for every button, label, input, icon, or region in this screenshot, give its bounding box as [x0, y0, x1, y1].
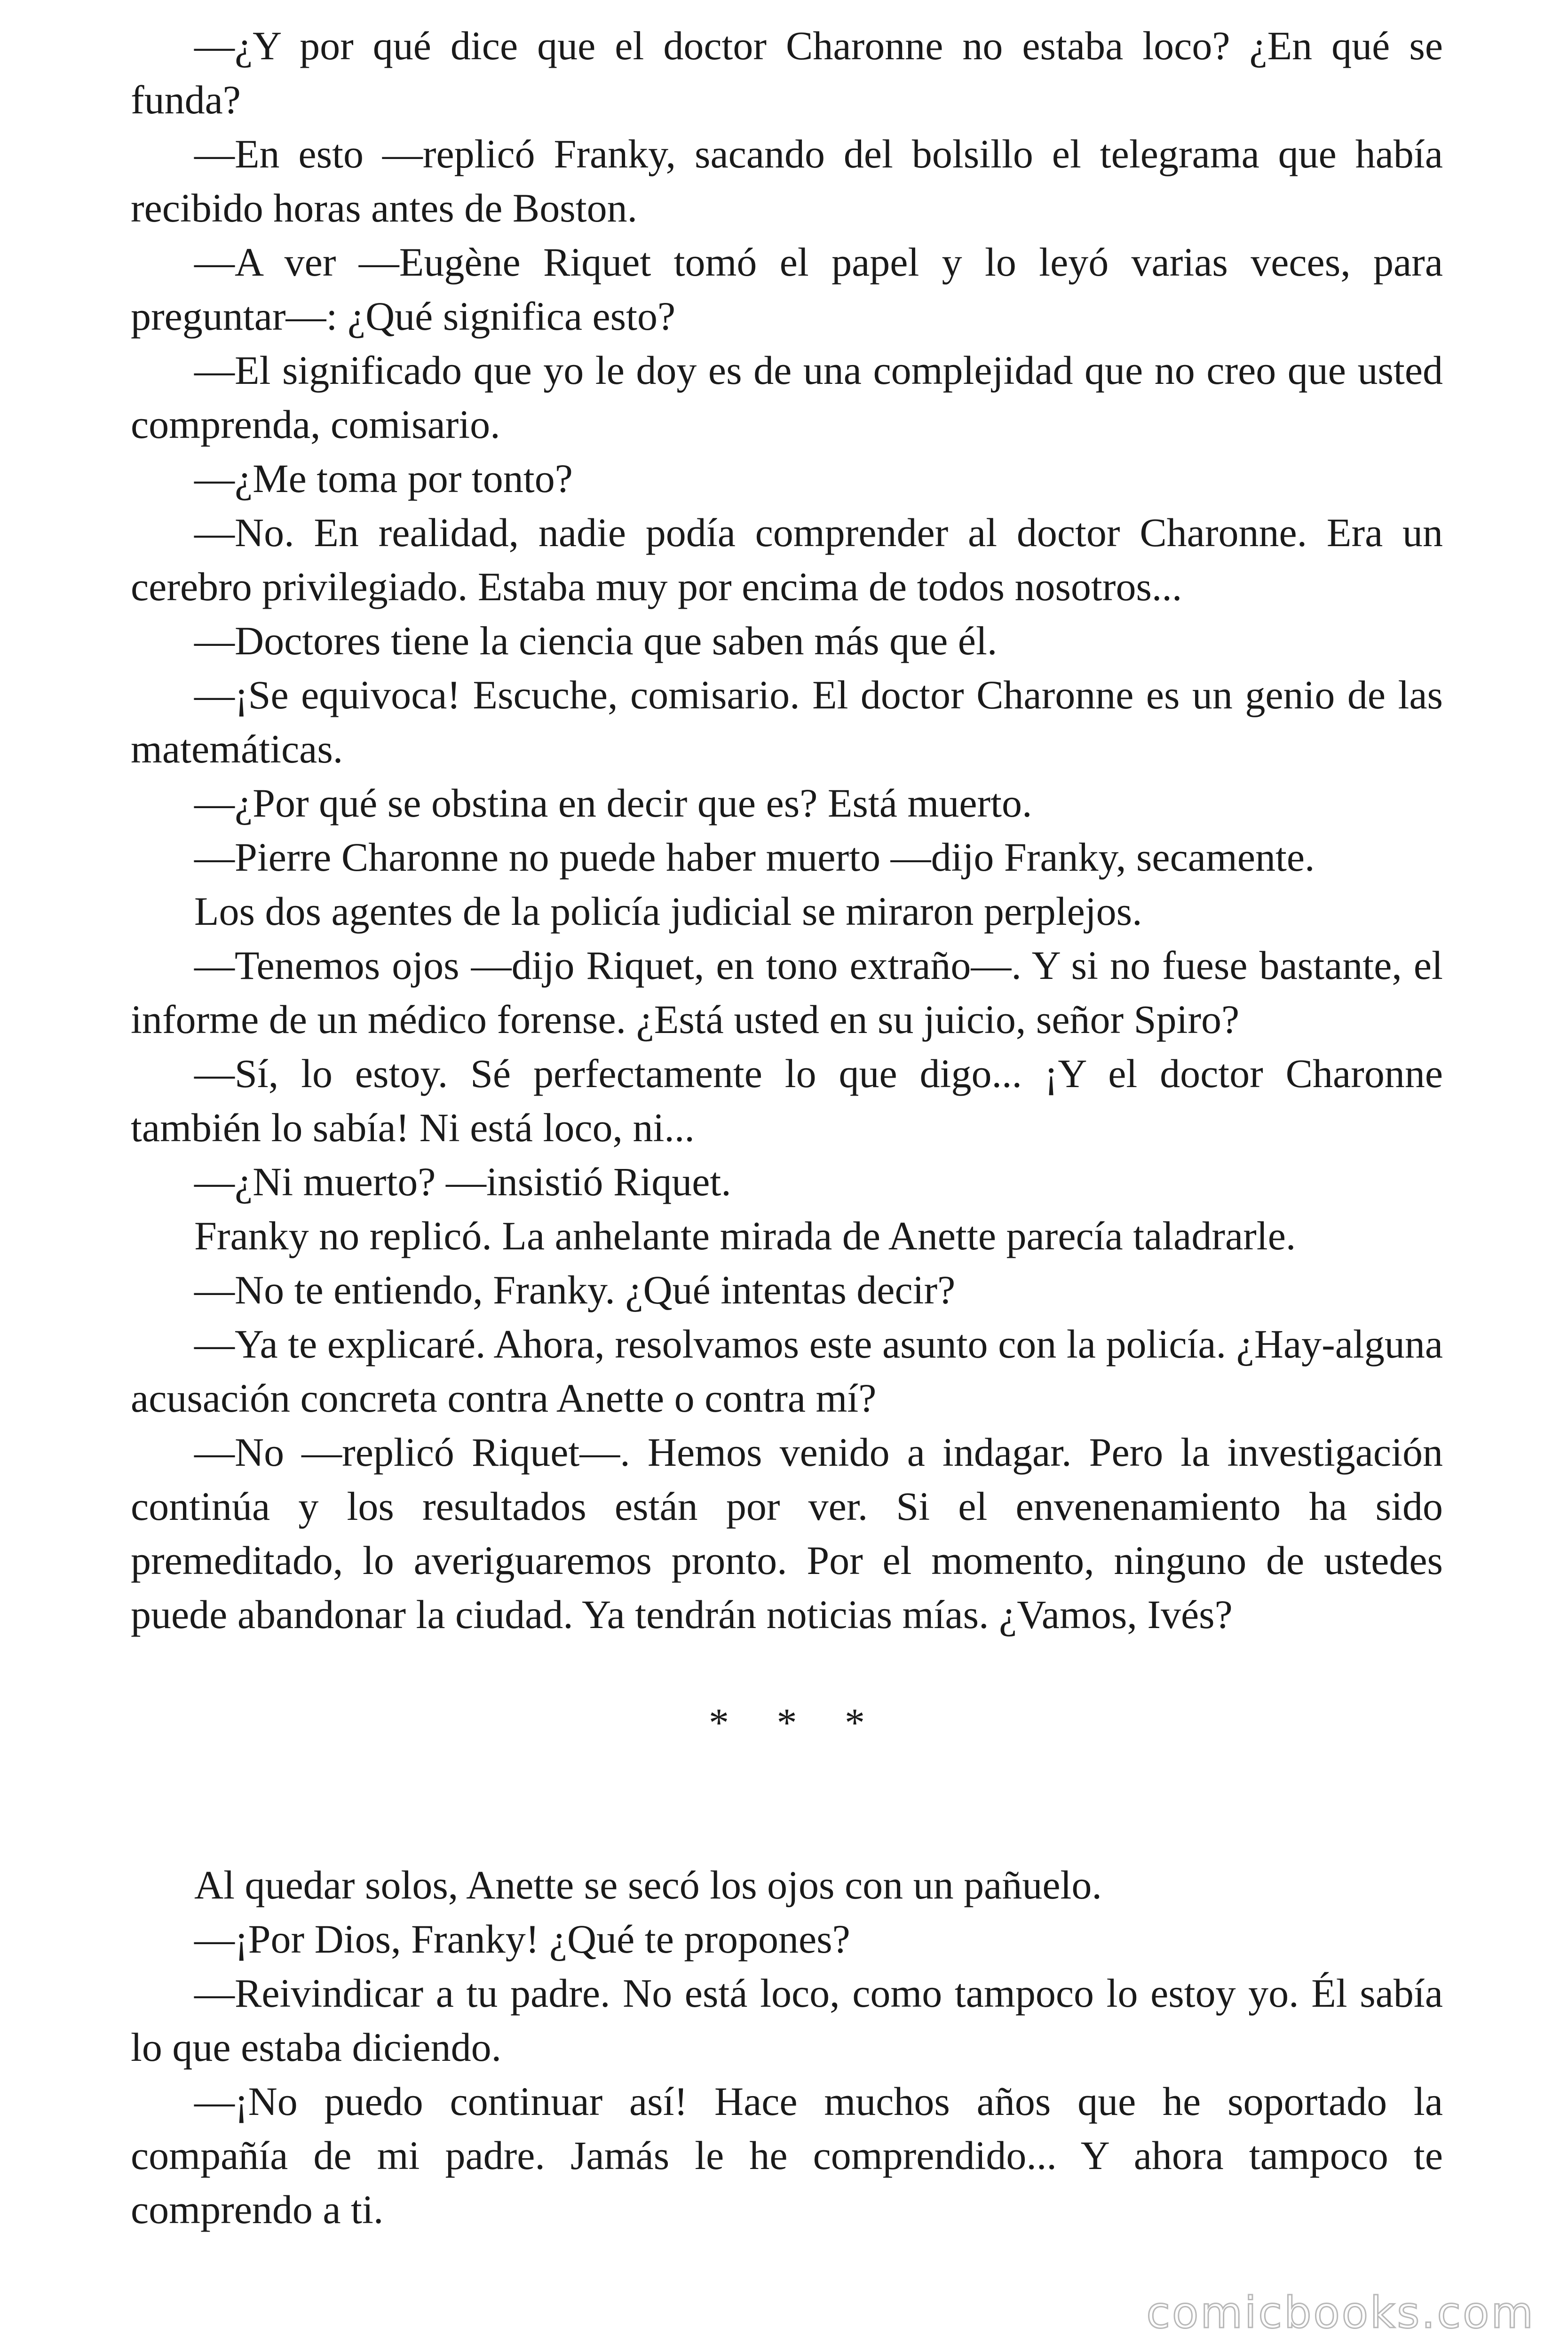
paragraph: —¿Por qué se obstina en decir que es? Está muerto.	[194, 780, 1032, 826]
paragraph: Franky no replicó. La anhelante mirada de Anette parecía taladrarle.	[194, 1213, 1296, 1258]
paragraph: —Sí, lo estoy. Sé perfectamente lo que digo... ¡Y el doctor Charonne también lo sabía! Ni está loco, ni...	[131, 1051, 1443, 1150]
paragraph: —No. En realidad, nadie podía comprender al doctor Charonne. Era un cerebro privilegiado. Estaba muy por encima de todos nosotros...	[131, 510, 1443, 609]
paragraph: —¿Ni muerto? —insistió Riquet.	[194, 1159, 731, 1204]
paragraph: —Tenemos ojos —dijo Riquet, en tono extraño—. Y si no fuese bastante, el informe de un médico forense. ¿Está usted en su juicio, señor Spiro?	[131, 943, 1443, 1042]
paragraph: —¿Me toma por tonto?	[194, 456, 573, 501]
book-page	[131, 19, 1443, 2237]
paragraph: —En esto —replicó Franky, sacando del bolsillo el telegrama que había recibido horas antes de Boston.	[131, 131, 1443, 230]
paragraph: —A ver —Eugène Riquet tomó el papel y lo leyó varias veces, para preguntar—: ¿Qué significa esto?	[131, 239, 1443, 339]
paragraph: —Reivindicar a tu padre. No está loco, como tampoco lo estoy yo. Él sabía lo que estaba diciendo.	[131, 1971, 1443, 2070]
paragraph: —Doctores tiene la ciencia que saben más que él.	[194, 618, 998, 663]
paragraph: Al quedar solos, Anette se secó los ojos con un pañuelo.	[194, 1862, 1102, 1907]
paragraph: —No te entiendo, Franky. ¿Qué intentas decir?	[194, 1267, 956, 1312]
paragraph: —¿Y por qué dice que el doctor Charonne no estaba loco? ¿En qué se funda?	[131, 23, 1443, 122]
paragraph: —No —replicó Riquet—. Hemos venido a indagar. Pero la investigación continúa y los resultados están por ver. Si el envenenamiento ha sido premeditado, lo averiguaremos pronto. Por el momento, ninguno de ustedes puede abandonar la ciudad. Ya tendrán noticias mías. ¿Vamos, Ivés?	[131, 1430, 1443, 1637]
paragraph: —Ya te explicaré. Ahora, resolvamos este asunto con la policía. ¿Hay-alguna acusación concreta contra Anette o contra mí?	[131, 1321, 1443, 1421]
paragraph: —¡Por Dios, Franky! ¿Qué te propones?	[194, 1916, 850, 1962]
paragraph: —El significado que yo le doy es de una complejidad que no creo que usted comprenda, comisario.	[131, 348, 1443, 447]
section-break: * * *	[709, 1700, 884, 1745]
paragraph: —¡No puedo continuar así! Hace muchos años que he soportado la compañía de mi padre. Jamás le he comprendido... Y ahora tampoco te comprendo a ti.	[131, 2079, 1443, 2232]
paragraph: —Pierre Charonne no puede haber muerto —dijo Franky, secamente.	[194, 834, 1315, 880]
watermark: comicbooks.com	[1146, 2288, 1535, 2338]
paragraph: —¡Se equivoca! Escuche, comisario. El doctor Charonne es un genio de las matemáticas.	[131, 672, 1443, 771]
paragraph: Los dos agentes de la policía judicial se miraron perplejos.	[194, 889, 1142, 934]
